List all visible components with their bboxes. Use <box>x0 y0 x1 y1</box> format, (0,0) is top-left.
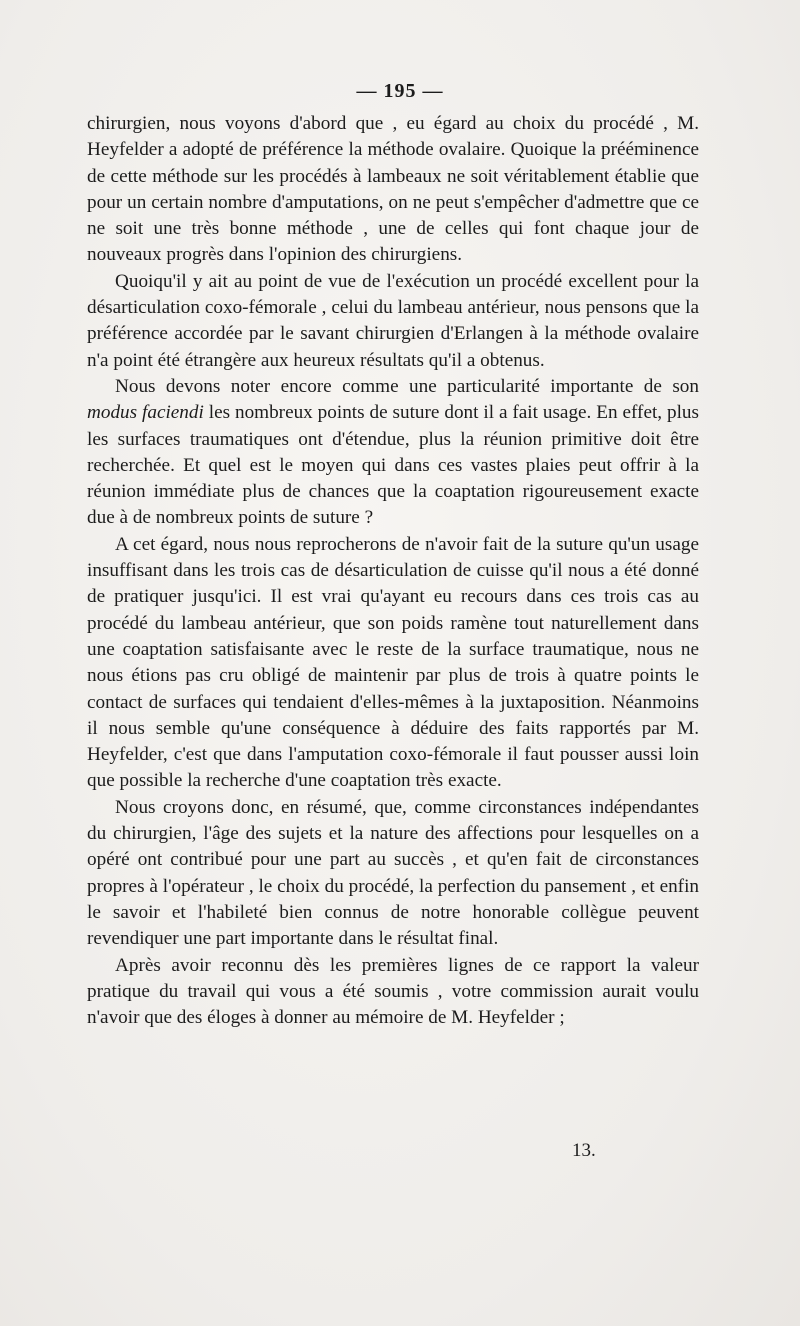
paragraph-3-text-end: les nombreux points de suture dont il a fait usage. En effet, plus les surfaces traumatiques ont d'étendue, plus la réunion primitive doit être recherchée. Et quel est le moyen qui dans ces vastes plaies peut offrir à la réunion immédiate plus de chances que la coaptation rigoureusement exacte due à de nombreux points de suture ? <box>87 402 699 529</box>
paragraph-6 <box>87 953 699 1032</box>
body-text <box>87 111 699 1031</box>
paragraph-3 <box>87 374 699 532</box>
paragraph-2 <box>87 269 699 374</box>
page-number-header: — 195 — <box>356 80 444 102</box>
signature-mark: 13. <box>572 1140 596 1161</box>
paragraph-4-text: A cet égard, nous nous reprocherons de n'avoir fait de la suture qu'un usage insuffisant dans les trois cas de désarticulation de cuisse qu'il nous a été donné de pratiquer jusqu'ici. Il est vrai qu'ayant eu recours dans ces trois cas au procédé du lambeau antérieur, que son poids ramène tout naturellement dans une coaptation satisfaisante avec le reste de la surface traumatique, nous ne nous étions pas cru obligé de maintenir par plus de trois à quatre points le contact de surfaces qui tendaient d'elles-mêmes à la juxtaposition. Néanmoins il nous semble qu'une conséquence à déduire des faits rapportés par M. Heyfelder, c'est que dans l'amputation coxo-fémorale il faut pousser aussi loin que possible la recherche d'une coaptation très exacte. <box>87 533 699 792</box>
paragraph-4 <box>87 532 699 795</box>
paragraph-6-text: Après avoir reconnu dès les premières lignes de ce rapport la valeur pratique du travail qui vous a été soumis , votre commission aurait voulu n'avoir que des éloges à donner au mémoire de M. Heyfelder ; <box>87 954 699 1029</box>
paragraph-5-text: Nous croyons donc, en résumé, que, comme circonstances indépendantes du chirurgien, l'âge des sujets et la nature des affections pour lesquelles on a opéré ont contribué pour une part au succès , et qu'en fait de circonstances propres à l'opérateur , le choix du procédé, la perfection du pansement , et enfin le savoir et l'habileté bien connus de notre honorable collègue peuvent revendiquer une part importante dans le résultat final. <box>87 796 699 950</box>
paragraph-1-text: chirurgien, nous voyons d'abord que , eu égard au choix du procédé , M. Heyfelder a adopté de préférence la méthode ovalaire. Quoique la prééminence de cette méthode sur les procédés à lambeaux ne soit véritablement établie que pour un certain nombre d'amputations, on ne peut s'empêcher d'admettre que ce ne soit une très bonne méthode , une de celles qui font chaque jour de nouveaux progrès dans l'opinion des chirurgiens. <box>87 113 699 266</box>
paragraph-1 <box>87 111 699 269</box>
paragraph-2-text: Quoiqu'il y ait au point de vue de l'exécution un procédé excellent pour la désarticulation coxo-fémorale , celui du lambeau antérieur, nous pensons que la préférence accordée par le savant chirurgien d'Erlangen à la méthode ovalaire n'a point été étrangère aux heureux résultats qu'il a obtenus. <box>87 270 699 371</box>
paragraph-3-italic-term: modus faciendi <box>87 402 204 424</box>
paragraph-5 <box>87 795 699 953</box>
paragraph-3-text-start: Nous devons noter encore comme une particularité importante de son <box>115 375 699 397</box>
